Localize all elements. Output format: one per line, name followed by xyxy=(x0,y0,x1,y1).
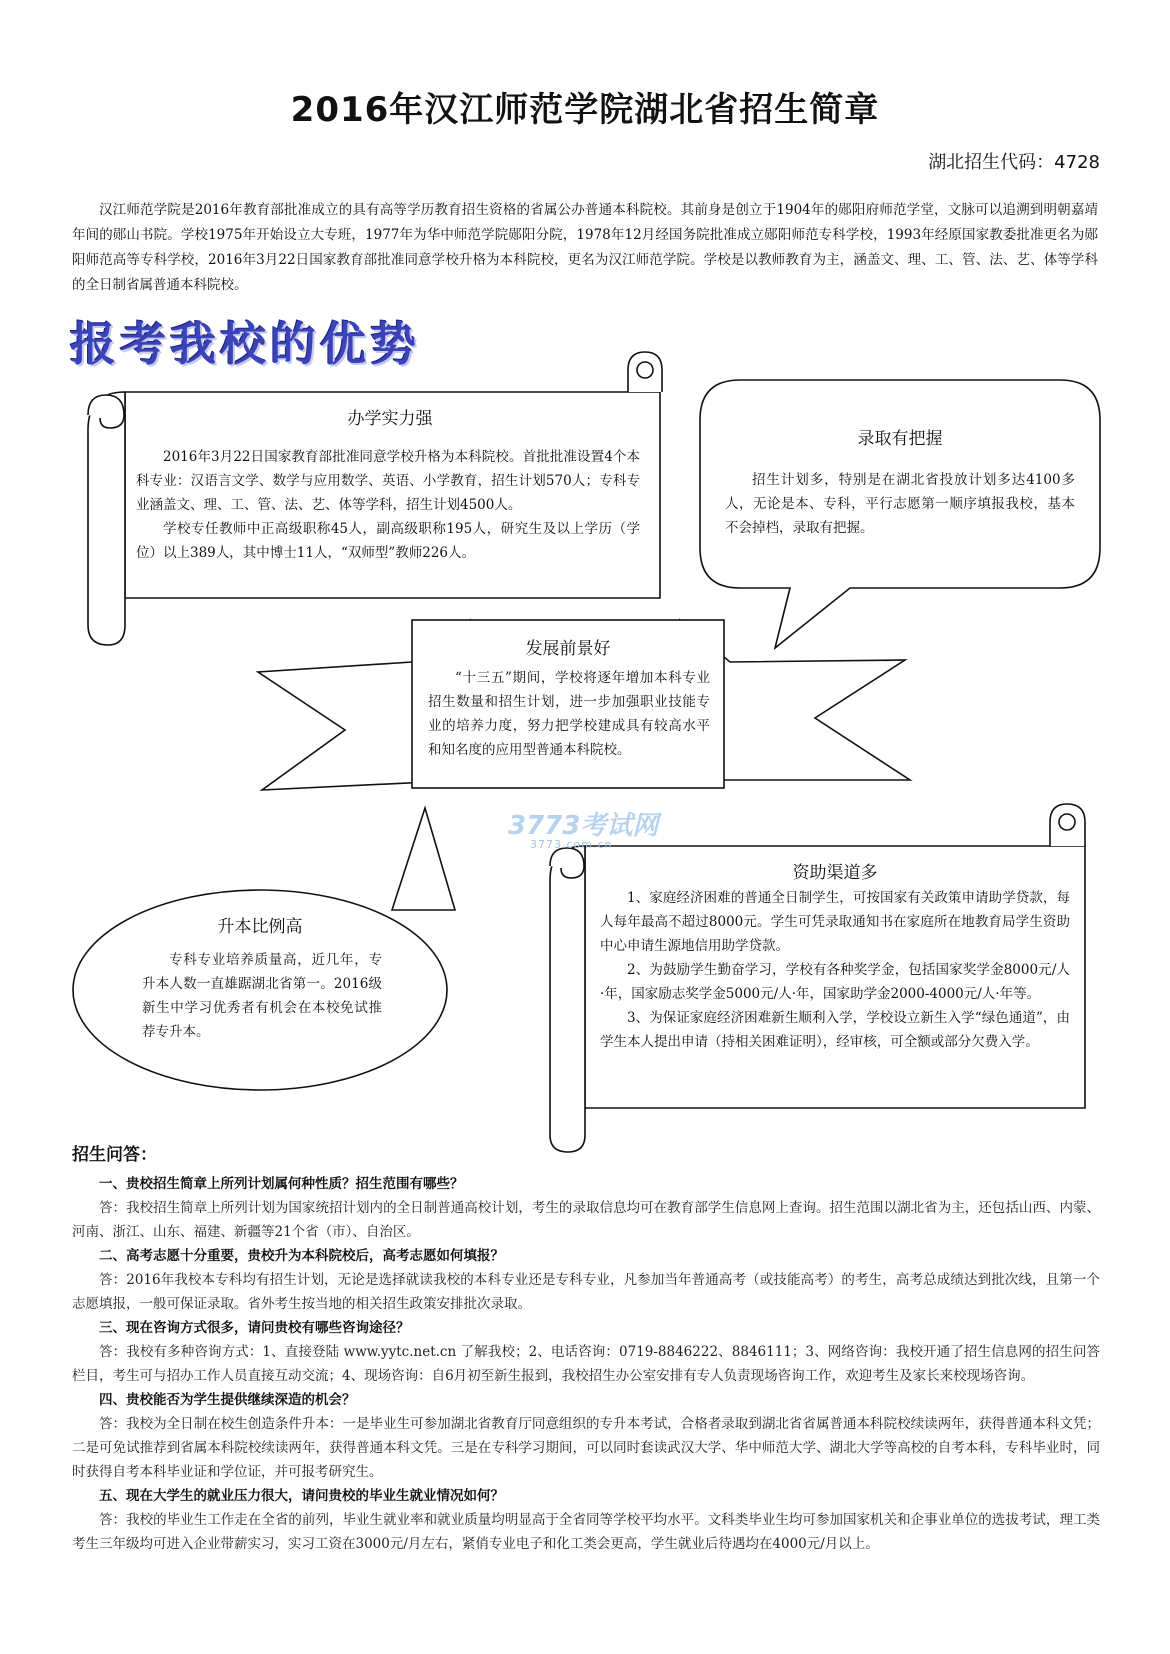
strength-p2: 学校专任教师中正高级职称45人，副高级职称195人，研究生及以上学历（学位）以上389人，其中博士11人，“双师型”教师226人。 xyxy=(136,521,640,561)
faq-question-1: 一、贵校招生简章上所列计划属何种性质？招生范围有哪些？ xyxy=(99,1176,464,1192)
intro-paragraph: 汉江师范学院是2016年教育部批准成立的具有高等学历教育招生资格的省属公办普通本科院校。其前身是创立于1904年的郧阳府师范学堂，文脉可以追溯到明朝嘉靖年间的郧山书院。学校1975年开始设立大专班，1977年为华中师范学院郧阳分院，1978年12月经国务院批准成立郧阳师范专科学校，1993年经原国家教委批准更名为郧阳师范高等专科学校，2016年3月22日国家教育部批准同意学校升格为本科院校，更名为汉江师范学院。学校是以教师教育为主，涵盖文、理、工、管、法、艺、体等学科的全日制省属普通本科院校。 xyxy=(72,202,1098,293)
scroll-aid-top-curl-inner xyxy=(1059,814,1075,830)
faq-answer-4: 答：我校为全日制在校生创造条件升本：一是毕业生可参加湖北省教育厅同意组织的专升本考试，合格者录取到湖北省省属普通本科院校续读两年，获得普通本科文凭；二是可免试推荐到省属本科院校续读两年，获得普通本科文凭。三是在专科学习期间，可以同时套读武汉大学、华中师范大学、湖北大学等高校的自考本科，专科毕业时，同时获得自考本科毕业证和学位证，并可报考研究生。 xyxy=(72,1416,1100,1480)
watermark-logo: 3773考试网 xyxy=(508,811,659,841)
upgrade-title: 升本比例高 xyxy=(217,917,303,937)
bubble-upgrade-tail xyxy=(392,808,455,910)
scroll-strength-top-curl-inner xyxy=(637,362,653,378)
admission-p1: 招生计划多，特别是在湖北省投放计划多达4100多人，无论是本、专科，平行志愿第一顺序填报我校，基本不会掉档，录取有把握。 xyxy=(725,472,1075,536)
strength-p1: 2016年3月22日国家教育部批准同意学校升格为本科院校。首批批准设置4个本科专业：汉语言文学、数学与应用数学、英语、小学教育，招生计划570人；专科专业涵盖文、理、工、管、法、艺、体等学科，招生计划4500人。 xyxy=(136,449,640,513)
aid-p1: 1、家庭经济困难的普通全日制学生，可按国家有关政策申请助学贷款，每人每年最高不超过8000元。学生可凭录取通知书在家庭所在地教育局学生资助中心申请生源地信用助学贷款。 xyxy=(600,890,1070,954)
faq-list xyxy=(72,1172,1100,1556)
aid-title: 资助渠道多 xyxy=(792,863,878,883)
admission-title: 录取有把握 xyxy=(857,429,943,449)
admission-body xyxy=(725,468,1075,540)
faq-answer-2: 答：2016年我校本专科均有招生计划，无论是选择就读我校的本科专业还是专科专业，凡参加当年普通高考（或技能高考）的考生，高考总成绩达到批次线，且第一个志愿填报，一般可保证录取。省外考生按当地的相关招生政策安排批次录取。 xyxy=(72,1272,1100,1312)
aid-p2: 2、为鼓励学生勤奋学习，学校有各种奖学金，包括国家奖学金8000元/人·年，国家励志奖学金5000元/人·年，国家助学金2000-4000元/人·年等。 xyxy=(600,962,1070,1002)
scroll-aid-left-roll xyxy=(550,846,585,1152)
strength-body xyxy=(136,445,640,565)
strength-title: 办学实力强 xyxy=(347,409,433,429)
faq-question-2: 二、高考志愿十分重要，贵校升为本科院校后，高考志愿如何填报？ xyxy=(99,1248,504,1264)
prospect-body xyxy=(428,666,710,762)
page-title: 2016年汉江师范学院湖北省招生简章 xyxy=(290,90,880,130)
upgrade-p1: 专科专业培养质量高，近几年，专升本人数一直雄踞湖北省第一。2016级新生中学习优秀者有机会在本校免试推荐专升本。 xyxy=(142,952,382,1040)
scroll-strength-left-roll xyxy=(88,392,125,645)
prospect-p1: “十三五”期间，学校将逐年增加本科专业招生数量和招生计划，进一步加强职业技能专业的培养力度，努力把学校建成具有较高水平和知名度的应用型普通本科院校。 xyxy=(428,670,710,758)
advantages-heading: 报考我校的优势 xyxy=(70,317,420,371)
faq-answer-5: 答：我校的毕业生工作走在全省的前列，毕业生就业率和就业质量均明显高于全省同等学校平均水平。文科类毕业生均可参加国家机关和企事业单位的选拔考试，理工类考生三年级均可进入企业带薪实习，实习工资在3000元/月左右，紧俏专业电子和化工类会更高，学生就业后待遇均在4000元/月以上。 xyxy=(72,1512,1100,1552)
aid-body xyxy=(600,886,1070,1054)
watermark-url: 3773.com.cn xyxy=(530,838,613,851)
faq-question-5: 五、现在大学生的就业压力很大，请问贵校的毕业生就业情况如何？ xyxy=(99,1488,504,1504)
faq-answer-3: 答：我校有多种咨询方式：1、直接登陆 www.yytc.net.cn 了解我校；2、电话咨询：0719-8846222、8846111；3、网络咨询：我校开通了招生信息网的招生问答栏目，考生可与招办工作人员直接互动交流；4、现场咨询：自6月初至新生报到，我校招生办公室安排有专人负责现场咨询工作，欢迎考生及家长来校现场咨询。 xyxy=(72,1344,1100,1384)
enroll-code: 湖北招生代码：4728 xyxy=(928,152,1100,173)
faq-answer-1: 答：我校招生简章上所列计划为国家统招计划内的全日制普通高校计划，考生的录取信息均可在教育部学生信息网上查询。招生范围以湖北省为主，还包括山西、内蒙、河南、浙江、山东、福建、新疆等21个省（市）、自治区。 xyxy=(72,1200,1100,1240)
faq-question-4: 四、贵校能否为学生提供继续深造的机会？ xyxy=(99,1392,356,1408)
faq-question-3: 三、现在咨询方式很多，请问贵校有哪些咨询途径？ xyxy=(99,1320,410,1336)
faq-heading: 招生问答： xyxy=(72,1145,157,1165)
aid-p3: 3、为保证家庭经济困难新生顺利入学，学校设立新生入学“绿色通道”，由学生本人提出申请（持相关困难证明），经审核，可全额或部分欠费入学。 xyxy=(600,1010,1070,1050)
prospect-title: 发展前景好 xyxy=(525,639,611,659)
upgrade-body xyxy=(142,948,382,1044)
